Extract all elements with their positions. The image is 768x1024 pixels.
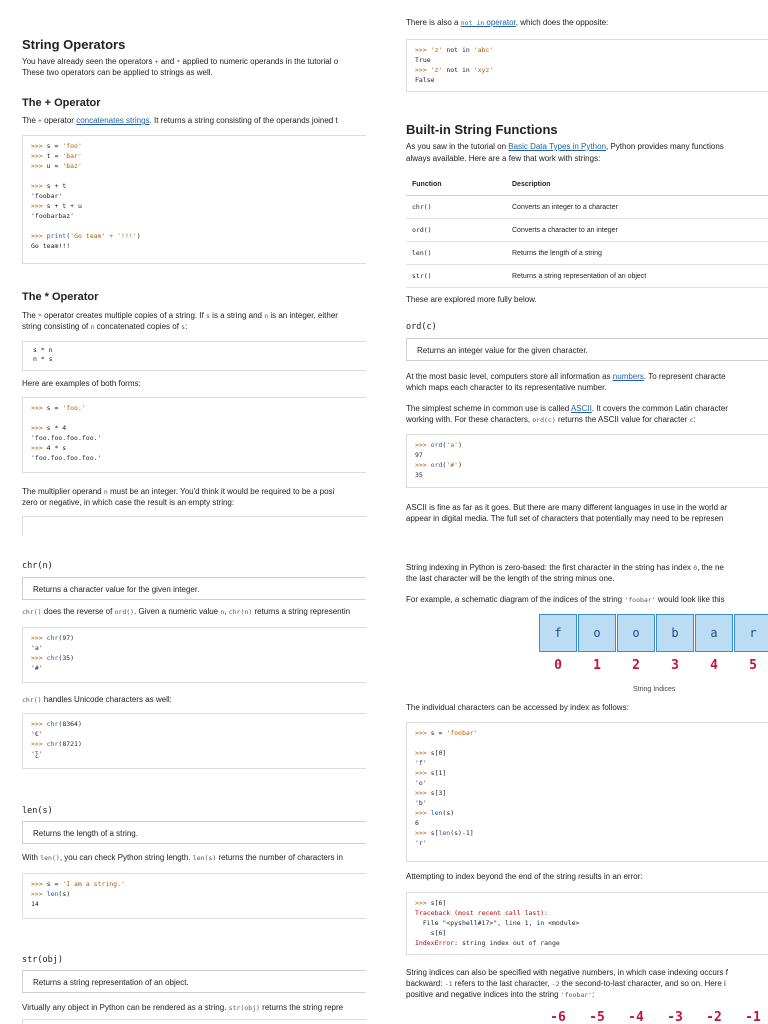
syntax-line-2: n * s <box>33 355 53 363</box>
code-token: (s) <box>58 890 71 898</box>
code-token: 'r' <box>415 839 427 847</box>
negative-index-row <box>539 1010 768 1024</box>
table-cell-function: ord() <box>406 219 506 242</box>
code-line <box>415 788 760 798</box>
code-token: chr <box>46 740 59 748</box>
code-token: Go team!!! <box>31 242 71 250</box>
empty-code-block <box>22 516 366 536</box>
code-line <box>31 141 358 151</box>
syntax-line-1: s * n <box>33 346 53 354</box>
code-token: 'abc' <box>473 46 494 54</box>
diagram-char-cell: o <box>617 614 655 652</box>
code-line <box>31 221 358 231</box>
code-line <box>31 443 358 453</box>
code-line <box>31 161 358 171</box>
indexing-paragraph-2: the last character will be the length of the string minus one. <box>406 574 615 583</box>
len-signature: len(s) <box>22 806 53 816</box>
right-column <box>384 0 768 1024</box>
code-token: '€' <box>31 730 43 738</box>
code-line <box>415 738 760 748</box>
code-line <box>31 643 358 653</box>
code-line <box>415 808 760 818</box>
code-line <box>415 918 760 928</box>
chr-signature: chr(n) <box>22 561 53 571</box>
code-token: 'f' <box>415 759 427 767</box>
code-line <box>31 423 358 433</box>
code-token: >>> <box>31 182 47 190</box>
indexing-code-block <box>406 722 768 862</box>
code-token: s * 4 <box>46 424 67 432</box>
code-token: >>> <box>31 424 47 432</box>
ascii-link[interactable]: ASCII <box>570 404 592 413</box>
code-token: 'foo.foo.foo.foo.' <box>31 454 102 462</box>
code-token: '#' <box>446 461 459 469</box>
ascii-paragraph-1: ASCII is fine as far as it goes. But there are many different languages in use in the world ar <box>406 503 728 512</box>
code-token: ( <box>66 232 71 240</box>
code-token: >>> <box>31 152 47 160</box>
ord-code-block <box>406 434 768 488</box>
code-token: len <box>438 829 451 837</box>
code-line <box>31 663 358 673</box>
plus-operator-code-block <box>22 135 366 264</box>
code-line <box>31 433 358 443</box>
table-cell-description: Returns the length of a string <box>506 242 768 265</box>
star-operator-heading: The * Operator <box>22 291 99 303</box>
code-line <box>31 889 358 899</box>
code-line <box>415 728 760 738</box>
code-line <box>415 55 760 65</box>
code-token: 'foo' <box>62 142 82 150</box>
code-line <box>415 460 760 470</box>
indexing-paragraph-1: String indexing in Python is zero-based: the first character in the string has index 0, the ne <box>406 563 724 572</box>
code-token: >>> <box>415 809 431 817</box>
code-token: 'I am a string.' <box>62 880 125 888</box>
code-token: >>> <box>31 634 47 642</box>
diagram-index-label: 2 <box>632 658 640 673</box>
code-token: 'z' <box>430 46 443 54</box>
plus-operator-heading: The + Operator <box>22 97 101 109</box>
code-line <box>415 908 760 918</box>
code-token: '∑' <box>31 750 43 758</box>
code-token: ) <box>458 461 462 469</box>
code-token: >>> <box>415 461 431 469</box>
table-cell-description: Converts a character to an integer <box>506 219 768 242</box>
code-token: : string index out of range <box>454 939 560 947</box>
negative-index-label: -1 <box>745 1010 761 1024</box>
examples-label: Here are examples of both forms: <box>22 379 141 388</box>
code-token: '#' <box>31 664 43 672</box>
code-line <box>415 778 760 788</box>
len-paragraph: With len(), you can check Python string length. len(s) returns the number of characters in <box>22 853 343 862</box>
code-line <box>415 75 760 85</box>
code-token: 'Go team' + '!!!' <box>70 232 137 240</box>
ord-description: Returns an integer value for the given character. <box>406 338 768 361</box>
beyond-label: Attempting to index beyond the end of the string results in an error: <box>406 872 643 881</box>
code-token: len <box>46 890 59 898</box>
code-token: >>> <box>31 444 47 452</box>
negative-paragraph-3: positive and negative indices into the string 'foobar': <box>406 990 595 999</box>
ord-paragraph-3: The simplest scheme in common use is called ASCII. It covers the common Latin character <box>406 404 728 413</box>
code-line <box>415 758 760 768</box>
code-line <box>415 440 760 450</box>
code-token: chr <box>46 654 59 662</box>
chr-code-block-2 <box>22 713 366 769</box>
code-token: ord <box>430 441 443 449</box>
code-token: print <box>46 232 67 240</box>
ord-paragraph-1: At the most basic level, computers store all information as numbers. To represent characte <box>406 372 726 381</box>
code-token: ) <box>136 232 141 240</box>
explored-paragraph: These are explored more fully below. <box>406 295 537 304</box>
code-line <box>31 453 358 463</box>
code-line <box>415 470 760 480</box>
code-token: 'a' <box>446 441 459 449</box>
code-token: >>> <box>415 66 431 74</box>
code-line <box>415 65 760 75</box>
code-token: 'foobar' <box>31 192 63 200</box>
code-line <box>415 828 760 838</box>
code-token: not in <box>442 46 474 54</box>
diagram-char-cell: a <box>695 614 733 652</box>
code-token: >>> <box>415 46 431 54</box>
concatenates-strings-link[interactable]: concatenates strings <box>76 116 150 125</box>
negative-paragraph-1: String indices can also be specified with negative numbers, in which case indexing occurs f <box>406 968 728 977</box>
code-token: s + t <box>46 182 67 190</box>
diagram-index-label: 1 <box>593 658 601 673</box>
negative-index-label: -6 <box>550 1010 566 1024</box>
code-token: len <box>430 809 443 817</box>
diagram-caption: String Indices <box>633 686 676 693</box>
diagram-index-label: 4 <box>710 658 718 673</box>
not-in-paragraph: There is also a not in operator, which does the opposite: <box>406 18 609 27</box>
code-token: ord <box>430 461 443 469</box>
code-line <box>31 633 358 643</box>
code-line <box>31 729 358 739</box>
diagram-char-cell: o <box>578 614 616 652</box>
len-description: Returns the length of a string. <box>22 821 366 844</box>
ord-paragraph-4: working with. For these characters, ord(c) returns the ASCII value for character c: <box>406 415 696 424</box>
diagram-char-cell: r <box>734 614 768 652</box>
code-token: s[0] <box>430 749 447 757</box>
table-row <box>406 196 768 219</box>
table-cell-function: len() <box>406 242 506 265</box>
code-token: >>> <box>415 899 431 907</box>
code-token: 14 <box>31 900 39 908</box>
string-index-diagram <box>539 614 768 684</box>
code-token: File "<pyshell#17>", line 1, in <module> <box>415 919 580 927</box>
builtins-heading: Built-in String Functions <box>406 122 558 137</box>
code-token: >>> <box>415 441 431 449</box>
negative-index-label: -5 <box>589 1010 605 1024</box>
code-token: 35 <box>415 471 423 479</box>
code-line <box>415 818 760 828</box>
star-operator-code-block <box>22 397 366 473</box>
code-line <box>31 181 358 191</box>
not-in-code-block <box>406 39 768 92</box>
code-line <box>415 45 760 55</box>
table-cell-function: chr() <box>406 196 506 219</box>
code-token: 4 * s <box>46 444 67 452</box>
code-line <box>31 719 358 729</box>
str-description: Returns a string representation of an object. <box>22 970 366 993</box>
code-token: >>> <box>415 749 431 757</box>
code-line <box>415 798 760 808</box>
code-line <box>415 768 760 778</box>
str-paragraph: Virtually any object in Python can be rendered as a string. str(obj) returns the string repre <box>22 1003 344 1012</box>
code-token: s[1] <box>430 769 447 777</box>
negative-index-label: -4 <box>628 1010 644 1024</box>
code-token: IndexError <box>415 939 455 947</box>
numbers-link[interactable]: numbers <box>612 372 644 381</box>
code-line <box>415 938 760 948</box>
code-token: >>> <box>31 232 47 240</box>
code-line <box>31 201 358 211</box>
code-line <box>415 450 760 460</box>
diagram-index-label: 3 <box>671 658 679 673</box>
string-operators-heading: String Operators <box>22 37 126 52</box>
code-token: Traceback (most recent call last): <box>415 909 549 917</box>
ord-paragraph-2: which maps each character to its representative number. <box>406 383 607 392</box>
code-token: ) <box>458 441 462 449</box>
not-in-operator-link[interactable]: not in operator <box>460 18 516 27</box>
code-token: 'foobarbaz' <box>31 212 75 220</box>
code-token: 97 <box>415 451 423 459</box>
builtins-paragraph-2: always available. Here are a few that work with strings: <box>406 154 601 163</box>
diagram-index-label: 0 <box>554 658 562 673</box>
ord-signature: ord(c) <box>406 322 437 332</box>
code-token: >>> <box>415 769 431 777</box>
code-token: chr <box>46 634 59 642</box>
table-header-row <box>406 173 768 196</box>
star-syntax-block <box>22 341 366 371</box>
diagram-index-label: 5 <box>749 658 757 673</box>
code-line <box>31 899 358 909</box>
multiplier-paragraph-2: zero or negative, in which case the result is an empty string: <box>22 498 235 507</box>
table-cell-description: Returns a string representation of an object <box>506 265 768 288</box>
code-line <box>31 879 358 889</box>
str-code-block-partial <box>22 1019 366 1024</box>
code-line <box>31 739 358 749</box>
code-token: t = <box>46 152 63 160</box>
code-line <box>31 211 358 221</box>
ascii-paragraph-2: appear in digital media. The full set of characters that potentially may need to be represen <box>406 514 724 523</box>
diagram-char-cell: b <box>656 614 694 652</box>
string-operators-paragraph-1: You have already seen the operators + and * applied to numeric operands in the tutorial o <box>22 57 339 66</box>
code-line <box>415 898 760 908</box>
code-line <box>31 231 358 241</box>
code-line <box>31 749 358 759</box>
table-header-function: Function <box>406 173 506 196</box>
code-token: 6 <box>415 819 419 827</box>
negative-paragraph-2: backward: -1 refers to the last character, -2 the second-to-last character, and so on. Here i <box>406 979 726 988</box>
code-token: chr <box>46 720 59 728</box>
code-token: 'a' <box>31 644 43 652</box>
code-token: u = <box>46 162 63 170</box>
code-token: >>> <box>31 890 47 898</box>
code-token: (s)-1] <box>450 829 474 837</box>
code-token: (35) <box>58 654 75 662</box>
code-line <box>31 191 358 201</box>
star-operator-paragraph-2: string consisting of n concatenated copies of s: <box>22 322 188 331</box>
len-code-block <box>22 873 366 919</box>
error-code-block <box>406 892 768 955</box>
code-line <box>31 403 358 413</box>
code-token: s = <box>46 404 63 412</box>
chr-code-block-1 <box>22 627 366 683</box>
basic-data-types-link[interactable]: Basic Data Types in Python <box>508 142 606 151</box>
chr-paragraph: chr() does the reverse of ord(). Given a numeric value n, chr(n) returns a string representin <box>22 607 351 616</box>
code-token: 'baz' <box>62 162 82 170</box>
code-token: >>> <box>415 789 431 797</box>
code-line <box>31 241 358 251</box>
negative-index-label: -3 <box>667 1010 683 1024</box>
code-token: >>> <box>31 404 47 412</box>
access-label: The individual characters can be accessed by index as follows: <box>406 703 629 712</box>
left-column <box>0 0 366 1024</box>
code-token: >>> <box>31 740 47 748</box>
table-row <box>406 242 768 265</box>
code-token: not in <box>442 66 474 74</box>
code-token: True <box>415 56 431 64</box>
code-token: 'foobar' <box>446 729 478 737</box>
code-token: 'foo.' <box>62 404 86 412</box>
diagram-char-cell: f <box>539 614 577 652</box>
builtins-paragraph-1: As you saw in the tutorial on Basic Data Types in Python, Python provides many functions <box>406 142 724 151</box>
code-token: False <box>415 76 435 84</box>
code-token: 'foo.foo.foo.foo.' <box>31 434 102 442</box>
code-token: >>> <box>31 142 47 150</box>
chr-description: Returns a character value for the given integer. <box>22 577 366 600</box>
code-token: s + t + u <box>46 202 82 210</box>
chr-unicode-paragraph: chr() handles Unicode characters as well: <box>22 695 172 704</box>
code-line <box>31 653 358 663</box>
code-token: >>> <box>31 880 47 888</box>
multiplier-paragraph-1: The multiplier operand n must be an integer. You'd think it would be required to be a posi <box>22 487 335 496</box>
code-token: >>> <box>415 829 431 837</box>
indexing-paragraph-3: For example, a schematic diagram of the indices of the string 'foobar' would look like this <box>406 595 725 604</box>
star-operator-paragraph-1: The * operator creates multiple copies of a string. If s is a string and n is an integer, either <box>22 311 338 320</box>
code-token: (8721) <box>58 740 82 748</box>
code-line <box>415 928 760 938</box>
code-token: 'z' <box>430 66 443 74</box>
code-token: (8364) <box>58 720 82 728</box>
code-token: s[6] <box>415 929 447 937</box>
code-token: 'xyz' <box>473 66 494 74</box>
code-line <box>31 413 358 423</box>
code-token: >>> <box>415 729 431 737</box>
code-token: >>> <box>31 654 47 662</box>
table-row <box>406 219 768 242</box>
code-token: s = <box>430 729 447 737</box>
code-line <box>415 838 760 848</box>
code-token: ( <box>442 441 447 449</box>
functions-table <box>406 173 768 288</box>
code-line <box>31 151 358 161</box>
code-token: s = <box>46 142 63 150</box>
code-token: 'bar' <box>62 152 82 160</box>
code-token: 'o' <box>415 779 427 787</box>
code-token: s = <box>46 880 63 888</box>
table-cell-function: str() <box>406 265 506 288</box>
code-token: >>> <box>31 202 47 210</box>
code-token: (s) <box>442 809 455 817</box>
code-token: s[ <box>430 829 439 837</box>
code-line <box>31 171 358 181</box>
code-token: s[6] <box>430 899 447 907</box>
code-token: >>> <box>31 720 47 728</box>
table-header-description: Description <box>506 173 768 196</box>
table-row <box>406 265 768 288</box>
string-operators-paragraph-2: These two operators can be applied to strings as well. <box>22 68 213 77</box>
str-signature: str(obj) <box>22 955 63 965</box>
code-token: (97) <box>58 634 75 642</box>
code-token: 'b' <box>415 799 427 807</box>
code-token: ( <box>442 461 447 469</box>
code-token: >>> <box>31 162 47 170</box>
code-line <box>415 748 760 758</box>
table-cell-description: Converts an integer to a character <box>506 196 768 219</box>
plus-operator-paragraph: The + operator concatenates strings. It returns a string consisting of the operands joined t <box>22 116 338 125</box>
negative-index-label: -2 <box>706 1010 722 1024</box>
code-token: s[3] <box>430 789 447 797</box>
